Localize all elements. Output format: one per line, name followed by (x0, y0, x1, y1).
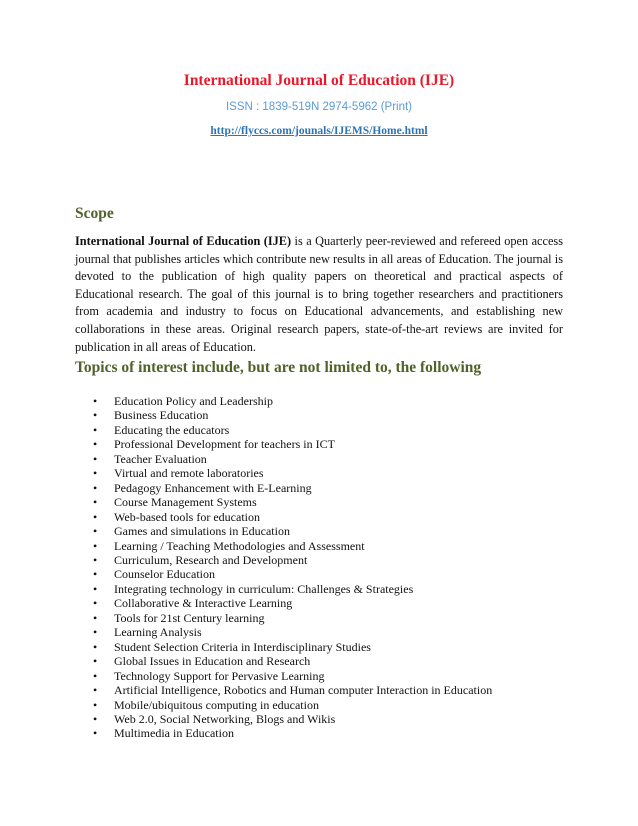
topic-item: • Artificial Intelligence, Robotics and Human computer Interaction in Education (93, 683, 492, 697)
topic-item: • Web-based tools for education (93, 510, 492, 524)
topic-item: • Global Issues in Education and Research (93, 654, 492, 668)
topic-item: • Counselor Education (93, 567, 492, 581)
topic-item: • Tools for 21st Century learning (93, 611, 492, 625)
topics-list (93, 394, 492, 741)
topics-heading: Topics of interest include, but are not limited to, the following (75, 359, 482, 376)
topic-item: • Educating the educators (93, 423, 492, 437)
topic-item: • Curriculum, Research and Development (93, 553, 492, 567)
topic-item: • Integrating technology in curriculum: Challenges & Strategies (93, 582, 492, 596)
topic-item: • Virtual and remote laboratories (93, 466, 492, 480)
topic-item: • Multimedia in Education (93, 726, 492, 740)
topic-item: • Professional Development for teachers in ICT (93, 437, 492, 451)
topic-item: • Mobile/ubiquitous computing in education (93, 698, 492, 712)
topic-item: • Business Education (93, 408, 492, 422)
topic-item: • Learning Analysis (93, 625, 492, 639)
issn-line: ISSN : 1839-519N 2974-5962 (Print) (225, 101, 413, 113)
scope-body: is a Quarterly peer-reviewed and refereed open access journal that publishes articles which contribute new results in all areas of Education. The journal is devoted to the publication of high quality papers on theoretical and practical aspects of Educational research. The goal of this journal is to bring together researchers and practitioners from academia and industry to focus on Educational advancements, and establishing new collaborations in these areas. Original research papers, state-of-the-art reviews are invited for publication in all areas of Education. (75, 234, 563, 354)
topic-item: • Student Selection Criteria in Interdisciplinary Studies (93, 640, 492, 654)
scope-paragraph (75, 233, 563, 356)
topic-item: • Learning / Teaching Methodologies and Assessment (93, 539, 492, 553)
topic-item: • Collaborative & Interactive Learning (93, 596, 492, 610)
journal-title: International Journal of Education (IJE) (183, 72, 455, 89)
topic-item: • Teacher Evaluation (93, 452, 492, 466)
topic-item: • Games and simulations in Education (93, 524, 492, 538)
topic-item: • Education Policy and Leadership (93, 394, 492, 408)
topic-item: • Course Management Systems (93, 495, 492, 509)
scope-heading: Scope (75, 205, 114, 222)
topic-item: • Pedagogy Enhancement with E-Learning (93, 481, 492, 495)
journal-url-link[interactable]: http://flyccs.com/jounals/IJEMS/Home.html (210, 125, 428, 137)
topic-item: • Web 2.0, Social Networking, Blogs and Wikis (93, 712, 492, 726)
topic-item: • Technology Support for Pervasive Learning (93, 669, 492, 683)
scope-journal-name: International Journal of Education (IJE) (75, 234, 292, 248)
